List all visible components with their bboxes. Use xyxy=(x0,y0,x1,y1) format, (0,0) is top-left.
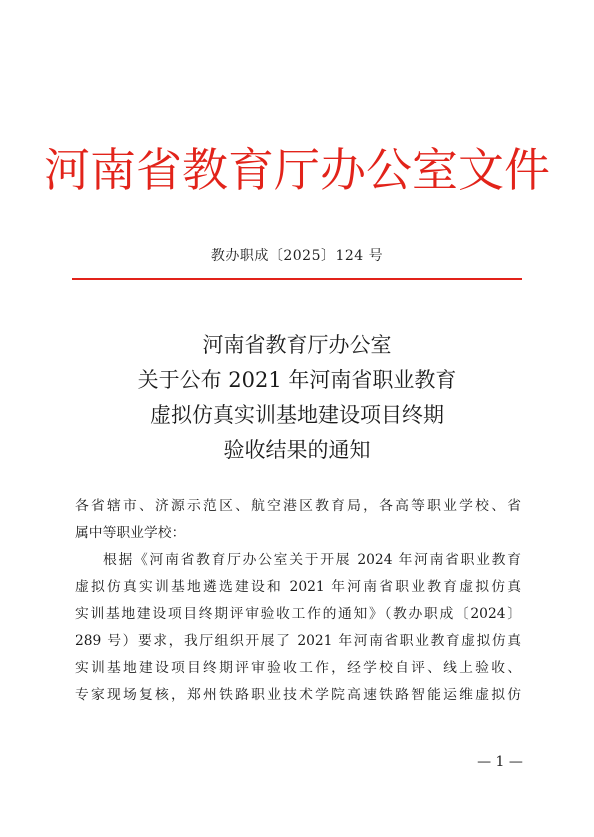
paragraph-line: 虚拟仿真实训基地遴选建设和 2021 年河南省职业教育虚拟仿真 xyxy=(75,579,521,595)
paragraph-line: 实训基地建设项目终期评审验收工作，经学校自评、线上验收、 xyxy=(75,660,521,676)
notice-title-line: 虚拟仿真实训基地建设项目终期 xyxy=(150,403,444,427)
paragraph-line: 实训基地建设项目终期评审验收工作的通知》（教办职成〔2024〕 xyxy=(75,606,521,622)
red-divider-line xyxy=(72,278,522,280)
notice-title-line: 河南省教育厅办公室 xyxy=(202,333,392,357)
paragraph-line: 289 号）要求，我厅组织开展了 2021 年河南省职业教育虚拟仿真 xyxy=(75,633,521,649)
document-number: 教办职成〔2025〕124 号 xyxy=(210,248,384,264)
notice-title-line: 关于公布 2021 年河南省职业教育 xyxy=(137,368,457,392)
salutation-line: 属中等职业学校： xyxy=(75,525,186,541)
page-number: — 1 — xyxy=(477,754,523,770)
paragraph-line: 根据《河南省教育厅办公室关于开展 2024 年河南省职业教育 xyxy=(103,552,521,568)
notice-title-line: 验收结果的通知 xyxy=(223,438,371,462)
salutation-line: 各省辖市、济源示范区、航空港区教育局，各高等职业学校、省 xyxy=(75,498,521,514)
paragraph-line: 专家现场复核，郑州铁路职业技术学院高速铁路智能运维虚拟仿 xyxy=(75,687,521,703)
notice-title xyxy=(0,328,594,468)
issuer-title: 河南省教育厅办公室文件 xyxy=(44,143,550,197)
body-text xyxy=(75,493,521,709)
